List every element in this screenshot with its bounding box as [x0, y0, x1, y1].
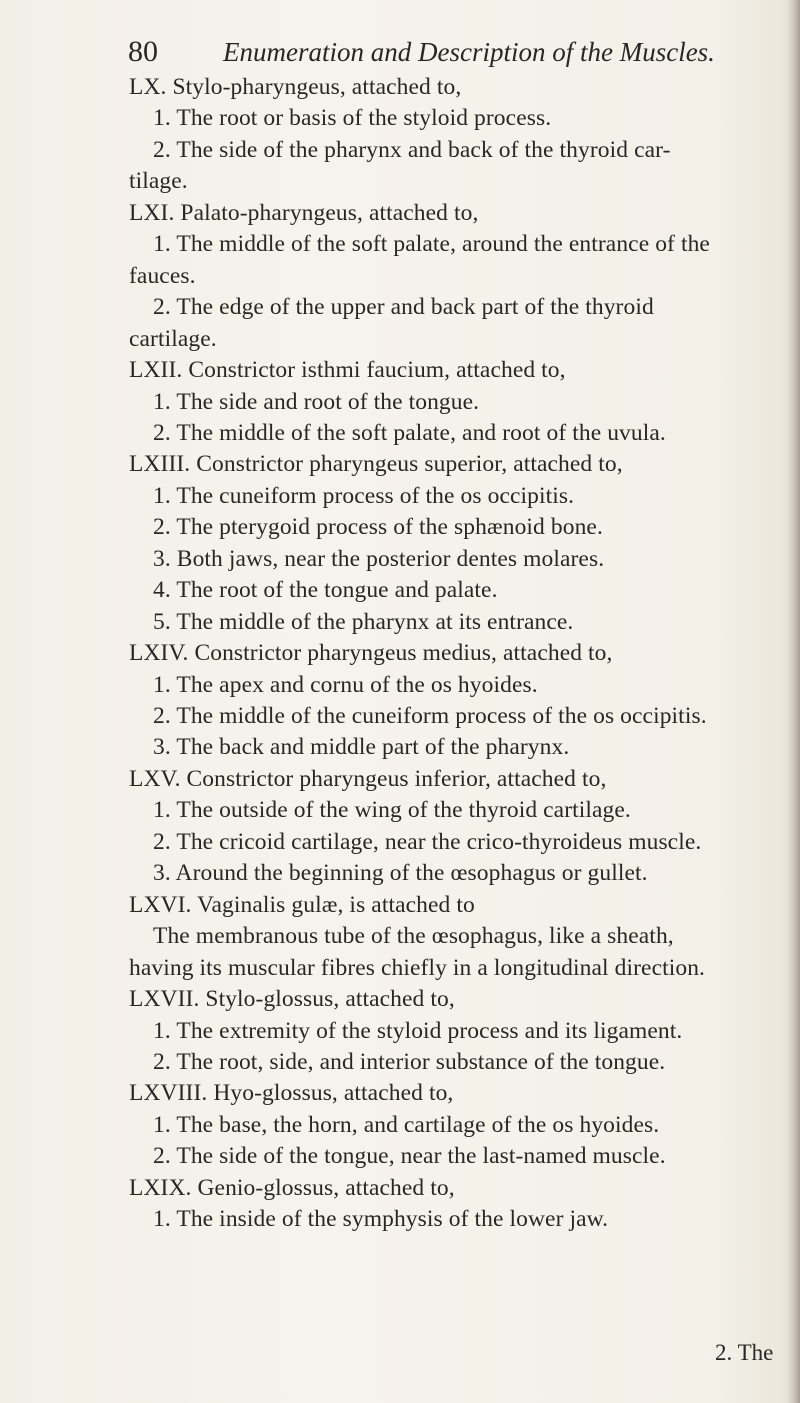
muscle-heading: LX. Stylo-pharyngeus, attached to,	[129, 74, 462, 100]
attachment-item: The membranous tube of the œsophagus, like a sheath,	[153, 923, 674, 950]
muscle-heading: LXII. Constrictor isthmi faucium, attached to,	[129, 357, 566, 384]
attachment-item: 2. The pterygoid process of the sphænoid bone.	[153, 514, 603, 541]
attachment-item: 2. The edge of the upper and back part of the thyroid	[153, 294, 654, 321]
attachment-item: 1. The inside of the symphysis of the lower jaw.	[153, 1206, 609, 1233]
muscle-heading: LXVIII. Hyo-glossus, attached to,	[129, 1080, 454, 1107]
muscle-heading: LXVI. Vaginalis gulæ, is attached to	[129, 891, 475, 918]
muscle-heading: LXIV. Constrictor pharyngeus medius, attached to,	[129, 640, 613, 667]
attachment-item: 3. The back and middle part of the pharynx.	[153, 734, 570, 761]
page-edge-shadow	[786, 0, 800, 1403]
muscle-heading: LXI. Palato-pharyngeus, attached to,	[129, 199, 479, 226]
page-header	[128, 35, 770, 75]
catchword: 2. The	[715, 1340, 774, 1365]
attachment-item: 1. The outside of the wing of the thyroid cartilage.	[153, 797, 631, 824]
attachment-item: 2. The cricoid cartilage, near the crico-thyroideus muscle.	[153, 828, 702, 855]
continuation-line: cartilage.	[129, 325, 217, 352]
continuation-line: having its muscular fibres chiefly in a longitudinal direction.	[129, 954, 706, 981]
attachment-item: 1. The middle of the soft palate, around the entrance of the	[153, 231, 710, 258]
muscle-heading: LXV. Constrictor pharyngeus inferior, attached to,	[129, 765, 607, 792]
attachment-item: 1. The extremity of the styloid process and its ligament.	[153, 1017, 683, 1044]
attachment-item: 1. The side and root of the tongue.	[153, 388, 480, 415]
attachment-item: 2. The side of the tongue, near the last-named muscle.	[153, 1143, 666, 1170]
attachment-item: 4. The root of the tongue and palate.	[153, 577, 498, 604]
attachment-item: 2. The side of the pharynx and back of the thyroid car-	[153, 136, 671, 163]
page-number: 80	[128, 35, 158, 68]
attachment-item: 3. Both jaws, near the posterior dentes molares.	[153, 545, 605, 572]
attachment-item: 2. The middle of the soft palate, and root of the uvula.	[153, 419, 666, 446]
attachment-item: 1. The root or basis of the styloid process.	[153, 105, 552, 132]
attachment-item: 3. Around the beginning of the œsophagus or gullet.	[153, 860, 648, 887]
attachment-item: 2. The root, side, and interior substance of the tongue.	[153, 1048, 666, 1075]
attachment-item: 2. The middle of the cuneiform process of the os occipitis.	[153, 703, 707, 729]
attachment-item: 1. The base, the horn, and cartilage of the os hyoides.	[153, 1111, 660, 1138]
continuation-line: tilage.	[129, 168, 188, 195]
attachment-item: 5. The middle of the pharynx at its entrance.	[153, 608, 574, 635]
muscle-heading: LXVII. Stylo-glossus, attached to,	[129, 986, 455, 1013]
attachment-item: 1. The apex and cornu of the os hyoides.	[153, 671, 538, 698]
muscle-heading: LXIII. Constrictor pharyngeus superior, attached to,	[129, 451, 623, 478]
running-head: Enumeration and Description of the Muscles.	[223, 37, 715, 67]
attachment-item: 1. The cuneiform process of the os occipitis.	[153, 482, 575, 509]
muscle-heading: LXIX. Genio-glossus, attached to,	[129, 1174, 455, 1201]
continuation-line: fauces.	[129, 262, 196, 289]
